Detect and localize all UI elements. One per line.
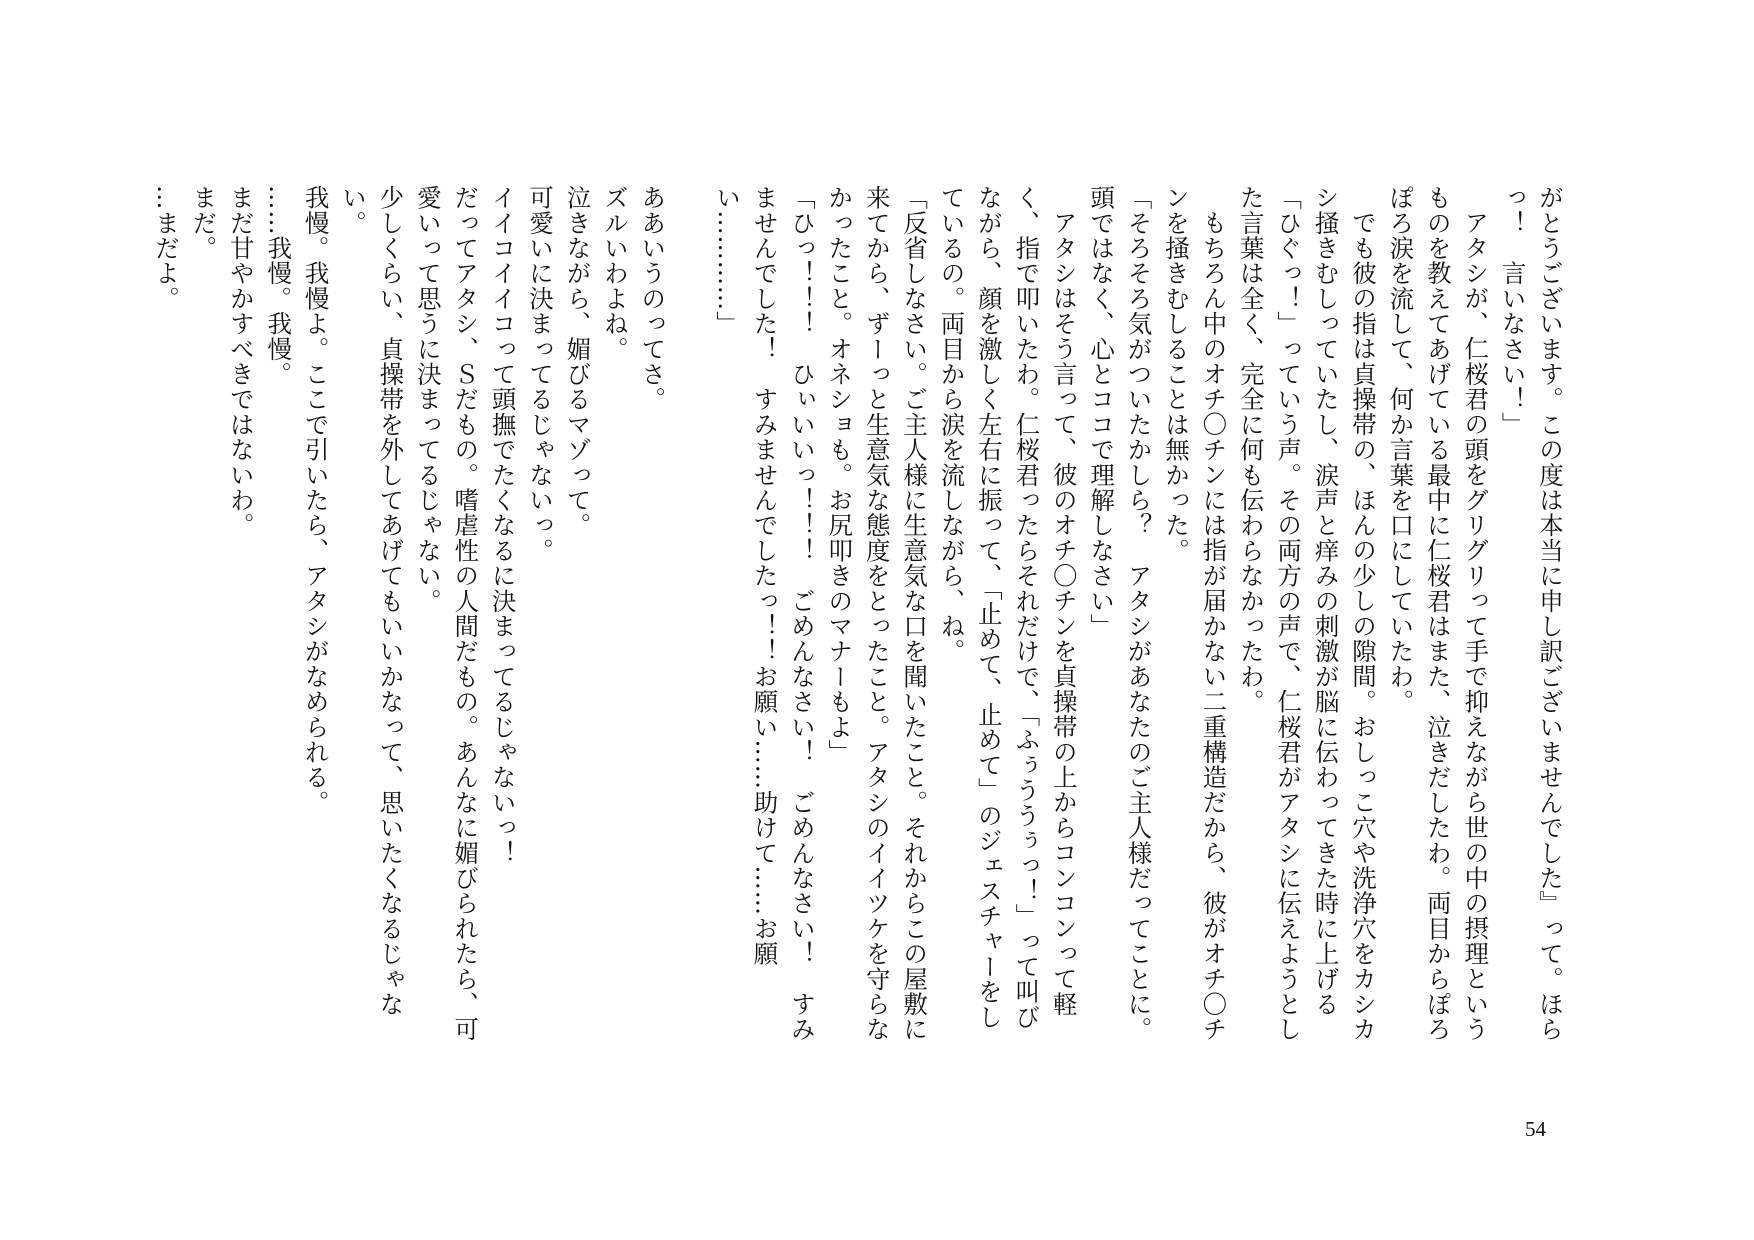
paragraph-12: 泣きながら、媚びるマゾって。 [563, 185, 593, 538]
paragraph-5: 「そろそろ気がついたかしら？ アタシがあなたのご主人様だってことに。頭ではなく、心とココで理解しなさい」 [1087, 185, 1154, 1042]
paragraph-20: まだ。 [189, 185, 219, 261]
paragraph-13: 可愛いに決まってるじゃないっ。 [526, 185, 556, 563]
paragraph-1: がとうございます。この度は本当に申し訳ございませんでした』って。ほらっ！ 言いなさい！」 [1498, 185, 1565, 1042]
paragraph-15: だってアタシ、Ｓだもの。嗜虐性の人間だもの。あんなに媚びられたら、可愛いって思うに決まってるじゃない。 [413, 185, 481, 1042]
paragraph-7: 「反省しなさい。ご主人様に生意気な口を聞いたこと。それからこの屋敷に来てから、ずーっと生意気な態度をとったこと。アタシのイイツケを守らなかったこと。オネショも。お尻叩きのマナーもよ」 [825, 185, 930, 1042]
paragraph-18: ……我慢。我慢。 [264, 185, 294, 387]
paragraph-16: 少しくらい、貞操帯を外してあげてもいいかなって、思いたくなるじゃない。 [339, 185, 406, 1017]
paragraph-8: 「ひっ！！！ ひぃいいっ！！！ ごめんなさい！ ごめんなさい！ すみませんでした！ すみませんでしたっ！！お願い……助けて……お願い…………」 [713, 185, 817, 1042]
paragraph-4: もちろん中のオチ〇チンには指が届かない二重構造だから、彼がオチ〇チンを掻きむしることは無かった。 [1161, 185, 1229, 1042]
paragraph-2: アタシが、仁桜君の頭をグリグリって手で抑えながら世の中の摂理というものを教えてあげている最中に仁桜君はまた、泣きだしたわ。両目からぽろぽろ涙を流して、何か言葉を口にしていたわ。 [1386, 185, 1491, 1042]
paragraph-10: ああいうのってさ。 [638, 185, 668, 412]
paragraph-6: アタシはそう言って、彼のオチ〇チンを貞操帯の上からコンコンって軽く、指で叩いたわ。仁桜君ったらそれだけで、「ふぅううぅっ！」って叫びながら、顔を激しく左右に振って、「止めて、止めて」のジェスチャーをしているの。両目から涙を流しながら、ね。 [937, 185, 1079, 1030]
paragraph-14: イイコイイコって頭撫でたくなるに決まってるじゃないっ！ [488, 185, 518, 866]
paragraph-3: でも彼の指は貞操帯の、ほんの少しの隙間。おしっこ穴や洗浄穴をカシカシ掻きむしっていたし、涙声と痒みの刺激が脳に伝わってきた時に上げる「ひぐっ！」っていう声。その両方の声で、仁桜君がアタシに伝えようとした言葉は全く、完全に何も伝わらなかったわ。 [1236, 185, 1378, 1042]
vertical-text-body [151, 185, 1569, 1045]
paragraph-11: ズルいわよね。 [600, 185, 630, 362]
page-number: 54 [1525, 1117, 1546, 1141]
blank-line [671, 185, 708, 1045]
paragraph-17: 我慢。我慢よ。ここで引いたら、アタシがなめられる。 [301, 185, 331, 815]
paragraph-19: まだ甘やかすべきではないわ。 [226, 185, 256, 538]
paragraph-21: …まだよ。 [151, 185, 181, 311]
